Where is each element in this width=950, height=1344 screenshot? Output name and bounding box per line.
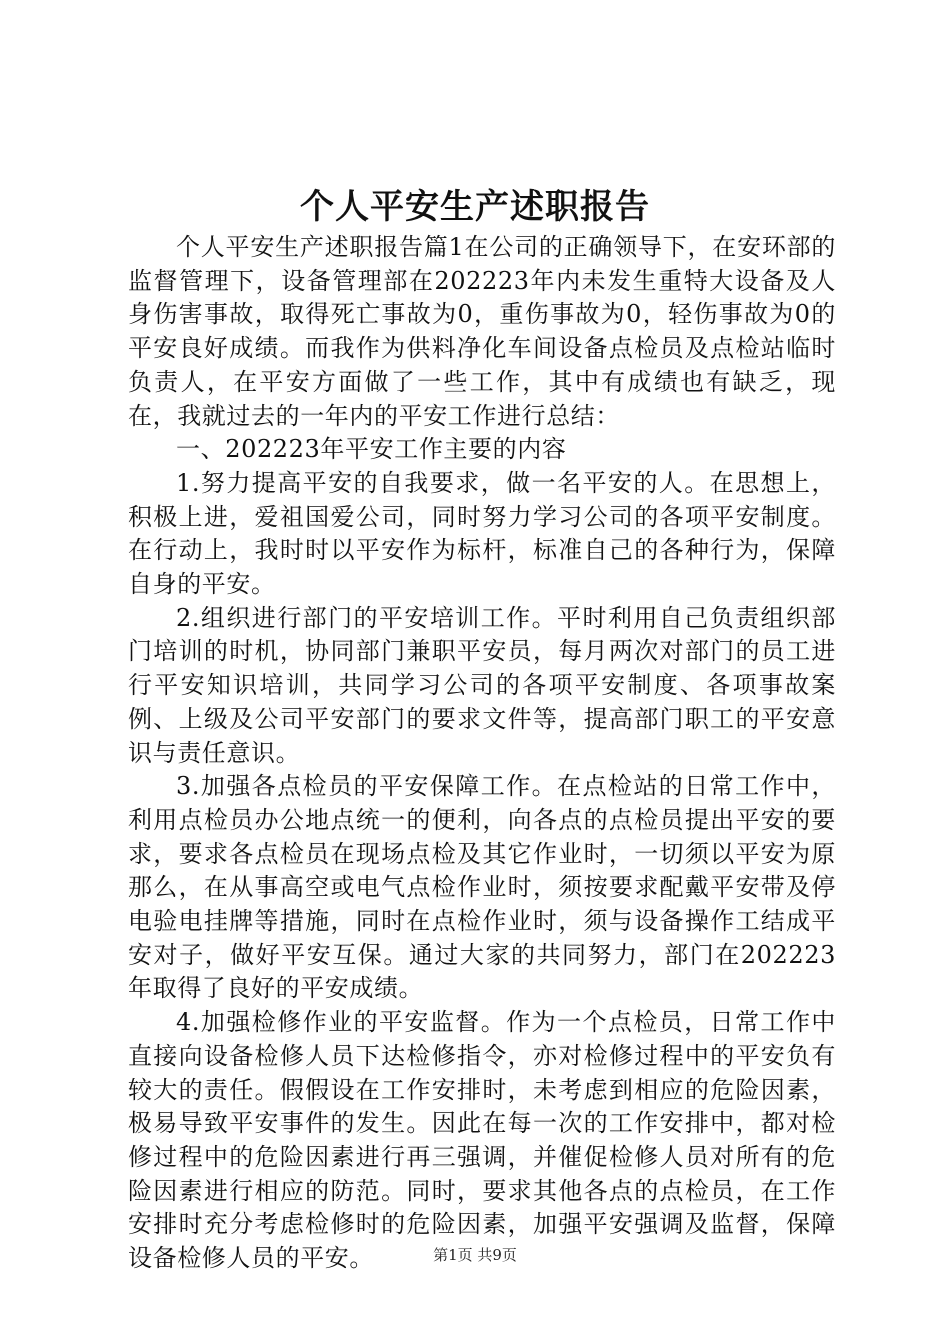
document-body — [128, 231, 836, 1276]
paragraph-item-1: 1.努力提高平安的自我要求，做一名平安的人。在思想上，积极上进，爱祖国爱公司，同时努力学习公司的各项平安制度。在行动上，我时时以平安作为标杆，标准自己的各种行为，保障自身的平安。 — [128, 468, 836, 599]
paragraph-item-2: 2.组织进行部门的平安培训工作。平时利用自己负责组织部门培训的时机，协同部门兼职平安员，每月两次对部门的员工进行平安知识培训，共同学习公司的各项平安制度、各项事故案例、上级及公司平安部门的要求文件等，提高部门职工的平安意识与责任意识。 — [128, 603, 836, 767]
paragraph-intro: 个人平安生产述职报告篇1在公司的正确领导下，在安环部的监督管理下，设备管理部在202223年内未发生重特大设备及人身伤害事故，取得死亡事故为0，重伤事故为0，轻伤事故为0的平安良好成绩。而我作为供料净化车间设备点检员及点检站临时负责人，在平安方面做了一些工作，其中有成绩也有缺乏，现在，我就过去的一年内的平安工作进行总结： — [128, 233, 836, 430]
page-footer: 第1页 共9页 — [433, 1246, 517, 1264]
section-heading: 一、202223年平安工作主要的内容 — [176, 435, 567, 464]
paragraph-item-4: 4.加强检修作业的平安监督。作为一个点检员，日常工作中直接向设备检修人员下达检修指令，亦对检修过程中的平安负有较大的责任。假假设在工作安排时，未考虑到相应的危险因素，极易导致平安事件的发生。因此在每一次的工作安排中，都对检修过程中的危险因素进行再三强调，并催促检修人员对所有的危险因素进行相应的防范。同时，要求其他各点的点检员，在工作安排时充分考虑检修时的危险因素，加强平安强调及监督，保障设备检修人员的平安。 — [128, 1008, 836, 1273]
document-title: 个人平安生产述职报告 — [300, 187, 650, 227]
paragraph-item-3: 3.加强各点检员的平安保障工作。在点检站的日常工作中，利用点检员办公地点统一的便利，向各点的点检员提出平安的要求，要求各点检员在现场点检及其它作业时，一切须以平安为原那么，在从事高空或电气点检作业时，须按要求配戴平安带及停电验电挂牌等措施，同时在点检作业时，须与设备操作工结成平安对子，做好平安互保。通过大家的共同努力，部门在202223年取得了良好的平安成绩。 — [128, 772, 836, 1003]
